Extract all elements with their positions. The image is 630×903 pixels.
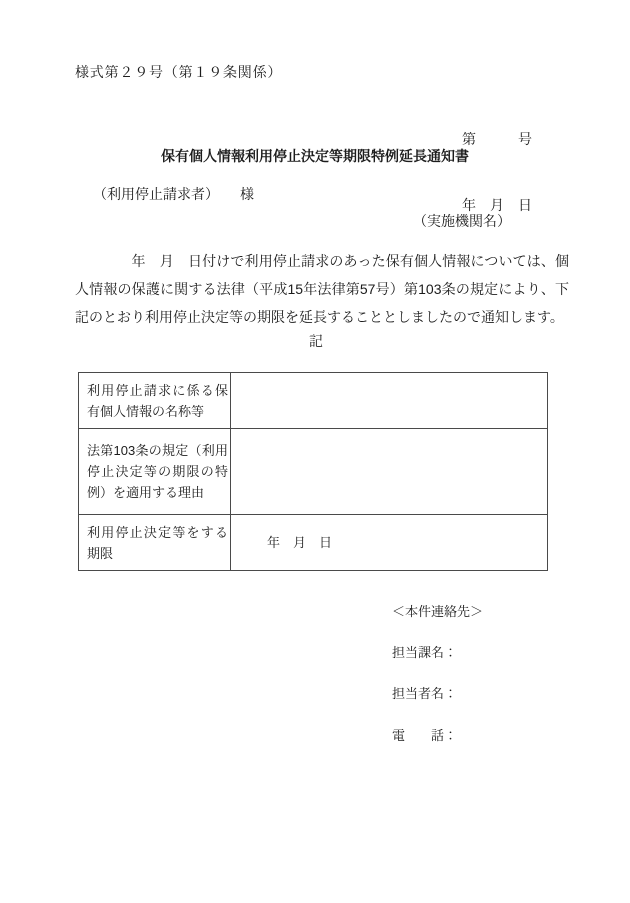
issuer-name-line: （実施機関名） [413,213,511,229]
form-number-label: 様式第２９号（第１９条関係） [75,66,283,81]
row-value-reason [231,429,548,515]
body-paragraph: 年 月 日付けで利用停止請求のあった保有個人情報については、個人情報の保護に関する法律（平成15年法律第57号）第103条の規定により、下記のとおり利用停止決定等の期限を延長することとしましたので通知します。 [75,253,569,325]
contact-heading: ＜本件連絡先＞ [392,603,484,619]
row-value-info-name [231,373,548,429]
row-label-info-name: 利用停止請求に係る保有個人情報の名称等 [79,373,231,429]
table-row-reason [79,429,548,515]
terms-table [78,372,548,571]
contact-department-line: 担当課名： [392,644,458,660]
row-value-deadline: 年 月 日 [231,515,548,571]
doc-date-line: 年 月 日 [462,197,532,213]
document-title: 保有個人情報利用停止決定等期限特例延長通知書 [161,148,469,164]
table-row-info-name [79,373,548,429]
addressee-line: （利用停止請求者） 様 [93,186,254,202]
doc-number-date-block [462,84,532,260]
row-label-reason: 法第103条の規定（利用停止決定等の期限の特例）を適用する理由 [79,429,231,515]
contact-block [392,577,483,770]
contact-phone-line: 電 話： [392,727,458,743]
row-label-deadline: 利用停止決定等をする期限 [79,515,231,571]
doc-number-line: 第 号 [462,131,532,147]
contact-person-line: 担当者名： [392,686,458,702]
table-row-deadline [79,515,548,571]
record-marker: 記 [309,333,323,349]
